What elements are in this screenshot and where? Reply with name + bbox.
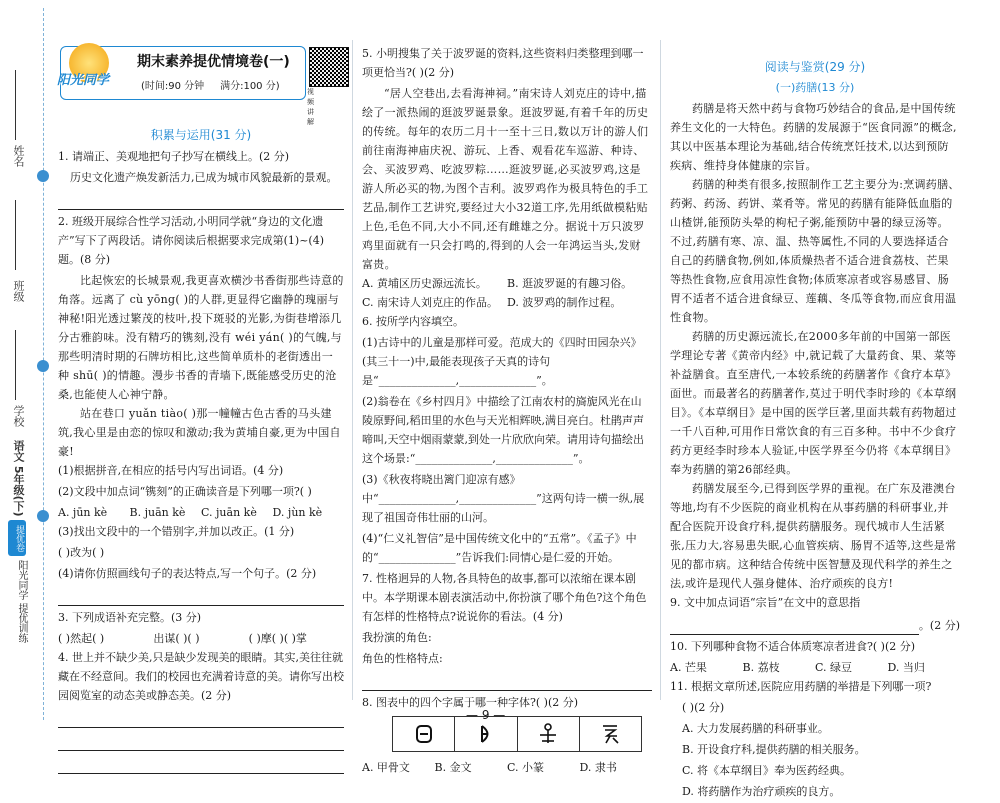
exam-header	[57, 46, 314, 126]
reading-paragraph-1: 药膳是将天然中药与食物巧妙结合的食品,是中国传统养生文化的一大特色。药膳的发展源于“医食同源”的概念,其以中医基本理论为基础,结合传统烹饪技术,以达到预防疾病、维持身体健康的宗旨。	[670, 102, 957, 172]
idiom-blank[interactable]: 出谋( )( )	[153, 632, 200, 645]
school-blank	[15, 330, 16, 400]
binding-hole	[37, 170, 49, 182]
question-1-text: 历史文化遗产焕发新活力,已成为城市风貌最新的景观。	[70, 171, 338, 184]
question-9-answer-row	[670, 614, 960, 637]
column-divider	[660, 40, 661, 700]
qr-code-icon[interactable]	[309, 47, 349, 87]
question-5: 5. 小明搜集了关于波罗诞的资料,这些资料归类整理到哪一项更恰当?( )(2 分)	[362, 47, 644, 79]
answer-line[interactable]	[670, 614, 919, 635]
question-6-sub-1[interactable]: (1)古诗中的儿童是那样可爱。范成大的《四时田园杂兴》(其三十一)中,最能表现孩子天真的诗句是“______________,______________”。	[362, 336, 642, 387]
glyph-cell	[518, 717, 580, 751]
brand-logo: 阳光同学	[57, 39, 127, 105]
question-6-sub-4[interactable]: (4)“仁义礼智信”是中国传统文化中的“五常”。《孟子》中的“______________”告诉我们:同情心是仁爱的开始。	[362, 532, 637, 564]
question-10-options	[670, 658, 960, 677]
question-2: 2. 班级开展综合性学习活动,小明同学就“身边的文化遗产”写下了两段话。请你阅读后根据要求完成第(1)~(4)题。(8 分)	[58, 215, 325, 266]
question-2-sub-2: (2)文段中加点词“镌刻”的正确读音是下列哪一项?( )	[58, 485, 312, 498]
question-2-sub-1: (1)根据拼音,在相应的括号内写出词语。(4 分)	[58, 464, 284, 477]
option[interactable]: C. 南宋诗人刘克庄的作品。	[362, 296, 499, 309]
question-2-sub-3-fill[interactable]: ( )改为( )	[58, 546, 105, 559]
school-label: 学校	[12, 405, 25, 427]
question-11: 11. 根据文章所述,医院应用药膳的举措是下列哪一项?	[670, 680, 932, 693]
question-2-sub-3: (3)找出文段中的一个错别字,并加以改正。(1 分)	[58, 525, 295, 538]
page-number: — 9 —	[466, 708, 506, 722]
option[interactable]: A. jūn kè	[58, 506, 108, 519]
question-4: 4. 世上并不缺少美,只是缺少发现美的眼睛。其实,美往往就藏在不经意间。我们的校园也充满着诗意的美。请你写出校园阅览室的动态美或静态美。(2 分)	[58, 651, 344, 702]
binding-hole	[37, 360, 49, 372]
question-7-trait[interactable]: 角色的性格特点:	[362, 652, 443, 665]
question-3: 3. 下列成语补充完整。(3 分)	[58, 611, 202, 624]
question-7: 7. 性格迥异的人物,各具特色的故事,都可以浓缩在课本剧中。本学期课本剧表演活动中,你扮演了哪个角色?这个角色有怎样的性格特点?说说你的看法。(4 分)	[362, 572, 647, 623]
glyph-yue-icon	[475, 723, 497, 745]
option[interactable]: C. 绿豆	[815, 661, 853, 674]
question-2-passage-2: 站在巷口 yuǎn tiào( )那一幢幢古色古香的马头建筑,我心里是由恋的惊叹和激动;我为黄埔自豪,更为中国自豪!	[58, 407, 341, 458]
binding-strip	[0, 0, 52, 729]
option[interactable]: B. 金文	[434, 761, 472, 774]
exam-title: 期末素养提优情境卷(一)	[137, 54, 290, 70]
option[interactable]: D. 隶书	[579, 761, 617, 774]
question-6-sub-2[interactable]: (2)翁卷在《乡村四月》中描绘了江南农村的旖旎风光在山陵原野间,稻田里的水色与天光相辉映,满目亮白。杜鹃声声啼叫,天空中烟雨蒙蒙,到处一片欣欣向荣。请用诗句描绘出这个场景:“______________,______________”。	[362, 395, 644, 465]
answer-line[interactable]	[362, 670, 652, 691]
question-3-items	[58, 629, 344, 648]
option[interactable]: D. jùn kè	[272, 506, 323, 519]
question-8-options	[362, 758, 652, 777]
option[interactable]: C. 小篆	[507, 761, 545, 774]
column-right	[670, 58, 960, 803]
option[interactable]: C. juān kè	[201, 506, 257, 519]
series-tag: 阳光同学 提优训练	[16, 560, 27, 644]
paper-type-pill: 提优卷	[8, 520, 26, 556]
binding-hole	[37, 510, 49, 522]
exam-score: 满分:100 分)	[220, 81, 280, 92]
answer-line[interactable]	[58, 585, 344, 606]
section-title: 阅读与鉴赏(29 分)	[764, 60, 866, 74]
option[interactable]: D. 当归	[887, 661, 925, 674]
answer-line[interactable]	[58, 707, 344, 728]
option[interactable]: A. 芒果	[670, 661, 707, 674]
class-label: 班级	[12, 280, 25, 302]
column-left	[58, 118, 344, 776]
section-title: 积累与运用(31 分)	[150, 128, 252, 142]
exam-time: (时间:90 分钟	[141, 81, 205, 92]
class-blank	[15, 200, 16, 270]
answer-line[interactable]	[58, 730, 344, 751]
grade-tag: 语文 5年级(下)	[12, 440, 25, 517]
option[interactable]: A. 大力发展药膳的科研事业。	[682, 722, 829, 735]
question-1: 1. 请端正、美观地把句子抄写在横线上。(2 分)	[58, 150, 290, 163]
question-11-paren[interactable]: ( )(2 分)	[682, 701, 725, 714]
question-5-passage: “居人空巷出,去看海神祠。”南宋诗人刘克庄的诗中,描绘了一派热闹的逛波罗诞景象。逛波罗诞,有着千年的历史的传统。每年的农历二月十一至十三日,数以万计的游人们前往南海神庙庆祝、游玩、上香、观看花车巡游、种诗、会、买波罗鸡、吃波罗粽……逛波罗诞,必买波罗鸡,这是游人所必买的物,为图个吉利。波罗鸡作为极具特色的手工艺品,制作工艺讲究,要经过大小32道工序,先用纸做模粘贴上色,毛色不同,大小不同,还有雌雄之分。据说十万只波罗鸡里面就有一只会打鸣的,得到的人会一年鸿运当头,发财富贵。	[362, 87, 649, 271]
name-blank	[15, 70, 16, 140]
column-middle	[362, 44, 652, 777]
glyph-cell	[393, 717, 455, 751]
reading-paragraph-2: 药膳的种类有很多,按照制作工艺主要分为:烹调药膳、药粥、药汤、药饼、菜肴等。常见的药膳有能降低血脂的山楂饼,能预防头晕的枸杞子粥,能预防中暑的绿豆汤等。不过,药膳有寒、凉、温、热等属性,不同的人要选择适合自己的药膳食物,例如,体质燥热者不适合进食荔枝、芒果等热性食物,应食用凉性食物;体质寒凉者或容易感冒、肠胃不适者不适合进食绿豆、莲藕、冬瓜等食物,而应食用温性食物。	[670, 178, 960, 324]
question-5-options-row-2	[362, 293, 652, 312]
question-2-passage-1: 比起恢宏的长城景观,我更喜欢横沙书香街那些诗意的角落。远离了 cù yōng( )的人群,更显得它幽静的瑰丽与神秘!阳光透过繁茂的枝叶,投下斑驳的光影,为街巷增添几分古雅韵味。没有精巧的镌刻,没有 wéi yán( )的气魄,与那些明清时期的石牌坊相比,这些简单质朴的老街透出一种 shū( )的情趣。漫步书香的青墙下,既能感受历史的沧桑,也能使人心神宁静。	[58, 274, 344, 401]
qr-label: 视频讲解	[307, 88, 314, 126]
question-8: 8. 图表中的四个字属于哪一种字体?( )(2 分)	[362, 696, 579, 709]
option[interactable]: C. 将《本草纲目》奉为医药经典。	[682, 764, 852, 777]
idiom-blank[interactable]: ( )然起( )	[58, 632, 105, 645]
question-6: 6. 按所学内容填空。	[362, 315, 464, 328]
name-label: 姓名	[12, 145, 25, 167]
question-2-sub-4: (4)请你仿照画线句子的表达特点,写一个句子。(2 分)	[58, 567, 317, 580]
idiom-blank[interactable]: ( )摩( )( )掌	[248, 632, 307, 645]
option[interactable]: B. 开设食疗科,提供药膳的相关服务。	[682, 743, 866, 756]
option[interactable]: B. 逛波罗诞的有趣习俗。	[507, 277, 633, 290]
option[interactable]: B. juān kè	[129, 506, 186, 519]
sub-section-title: (一)药膳(13 分)	[775, 81, 855, 94]
column-divider	[352, 40, 353, 700]
glyph-cell	[455, 717, 517, 751]
option[interactable]: D. 将药膳作为治疗顽疾的良方。	[682, 785, 841, 798]
question-9: 9. 文中加点词语“宗旨”在文中的意思指	[670, 596, 861, 609]
question-7-role[interactable]: 我扮演的角色:	[362, 631, 432, 644]
question-5-options-row-1	[362, 274, 652, 293]
glyph-cell	[580, 717, 641, 751]
glyph-chen-icon	[597, 721, 623, 747]
glyph-table	[392, 716, 642, 752]
option[interactable]: D. 波罗鸡的制作过程。	[507, 296, 622, 309]
glyph-xing-icon	[535, 721, 561, 747]
answer-line[interactable]	[58, 753, 344, 774]
question-10: 10. 下列哪种食物不适合体质寒凉者进食?( )(2 分)	[670, 640, 916, 653]
option[interactable]: B. 荔枝	[742, 661, 780, 674]
glyph-ri-icon	[413, 723, 435, 745]
reading-paragraph-4: 药膳发展至今,已得到医学界的重视。在广东及港澳台等地,均有不少医院的商业机构在从事药膳的科研事业,并配合医院开设食疗科,提供药膳服务。现代城市人生活紧张,压力大,容易患失眠,心血管疾病、肠胃不适等,这些是常见的都市病。这种结合传统中医智慧及现代科学的养生之法,或许是现代人强身健体、治疗顽疾的良方!	[670, 482, 957, 590]
question-6-sub-3[interactable]: (3)《秋夜将晓出篱门迎凉有感》中“______________,______________”这两句诗一横一纵,展现了祖国奇伟壮丽的山河。	[362, 473, 645, 524]
option[interactable]: A. 甲骨文	[362, 761, 410, 774]
option[interactable]: A. 黄埔区历史源远流长。	[362, 277, 487, 290]
answer-line[interactable]	[58, 189, 344, 210]
reading-paragraph-3: 药膳的历史源远流长,在2000多年前的中国第一部医学理论专著《黄帝内经》中,就记载了大量药食、果、菜等补益膳食。直至唐代,一本较系统的药膳著作《食疗本草》面世。而最著名的药膳著作,莫过于明代李时珍的《本草纲目》。《本草纲目》是中国的医学巨著,里面共载有药物超过一千八百种,可用作日常饮食的有三百多种。书中不少食疗药方更经李时珍本人验证,中医学界至今仍将《本草纲目》奉为药膳的第26部经典。	[670, 330, 957, 476]
exam-meta	[141, 77, 280, 92]
question-2-sub-2-options	[58, 503, 344, 522]
question-9-tail: 。(2 分)	[918, 619, 960, 632]
